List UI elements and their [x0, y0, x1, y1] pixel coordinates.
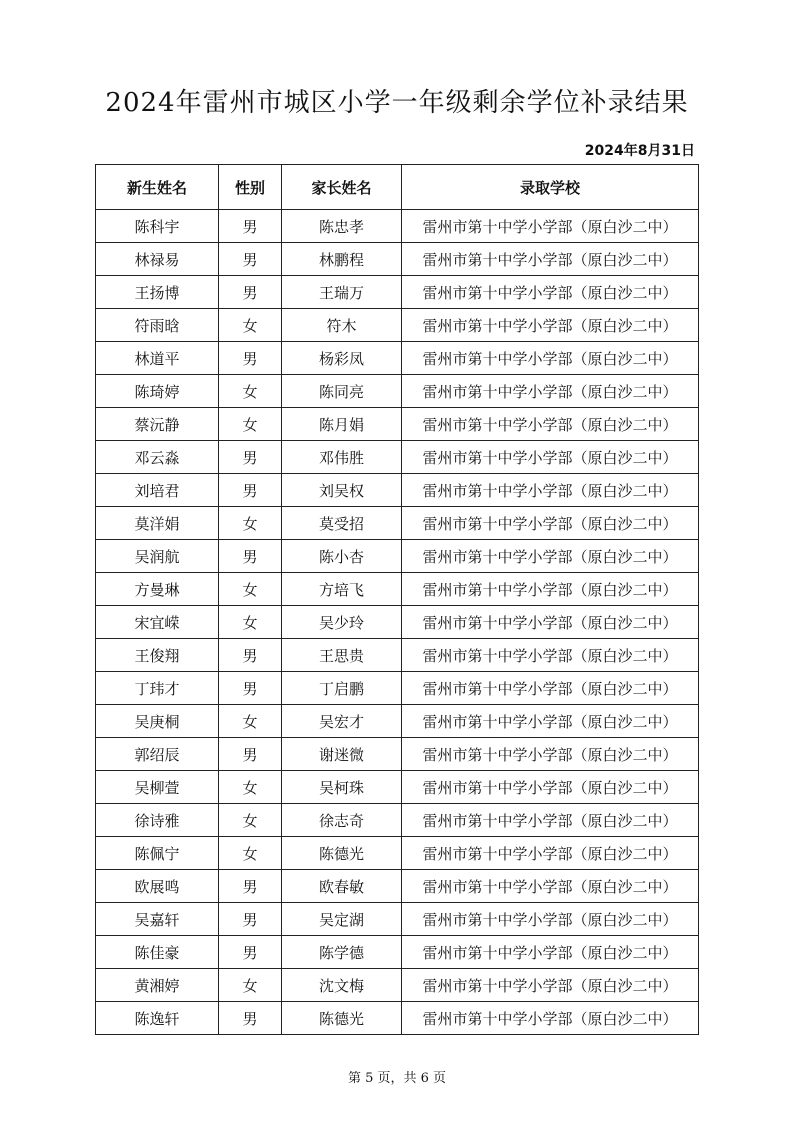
- gender-cell: 女: [219, 573, 282, 606]
- student-name-cell: 刘培君: [96, 474, 219, 507]
- student-name-cell: 王俊翔: [96, 639, 219, 672]
- table-row: [96, 771, 699, 804]
- parent-name-cell: 陈忠孝: [282, 210, 402, 243]
- parent-name-cell: 欧春敏: [282, 870, 402, 903]
- gender-cell: 男: [219, 441, 282, 474]
- school-cell: 雷州市第十中学小学部（原白沙二中）: [402, 573, 699, 606]
- parent-name-cell: 陈小杏: [282, 540, 402, 573]
- school-cell: 雷州市第十中学小学部（原白沙二中）: [402, 837, 699, 870]
- table-body: [96, 210, 699, 1035]
- table-row: [96, 375, 699, 408]
- student-name-cell: 陈琦婷: [96, 375, 219, 408]
- table-row: [96, 507, 699, 540]
- gender-cell: 女: [219, 507, 282, 540]
- student-name-cell: 林禄易: [96, 243, 219, 276]
- school-cell: 雷州市第十中学小学部（原白沙二中）: [402, 639, 699, 672]
- gender-cell: 女: [219, 771, 282, 804]
- parent-name-cell: 吴少玲: [282, 606, 402, 639]
- gender-cell: 男: [219, 936, 282, 969]
- student-name-cell: 陈佩宁: [96, 837, 219, 870]
- table-row: [96, 705, 699, 738]
- school-cell: 雷州市第十中学小学部（原白沙二中）: [402, 804, 699, 837]
- table-row: [96, 540, 699, 573]
- table-row: [96, 606, 699, 639]
- school-cell: 雷州市第十中学小学部（原白沙二中）: [402, 408, 699, 441]
- school-cell: 雷州市第十中学小学部（原白沙二中）: [402, 870, 699, 903]
- parent-name-cell: 王瑞万: [282, 276, 402, 309]
- student-name-cell: 林道平: [96, 342, 219, 375]
- school-cell: 雷州市第十中学小学部（原白沙二中）: [402, 441, 699, 474]
- student-name-cell: 陈科宇: [96, 210, 219, 243]
- gender-cell: 男: [219, 474, 282, 507]
- student-name-cell: 徐诗雅: [96, 804, 219, 837]
- student-name-cell: 蔡沅静: [96, 408, 219, 441]
- school-cell: 雷州市第十中学小学部（原白沙二中）: [402, 276, 699, 309]
- parent-name-cell: 王思贵: [282, 639, 402, 672]
- student-name-cell: 陈佳豪: [96, 936, 219, 969]
- parent-name-cell: 杨彩凤: [282, 342, 402, 375]
- school-cell: 雷州市第十中学小学部（原白沙二中）: [402, 969, 699, 1002]
- school-cell: 雷州市第十中学小学部（原白沙二中）: [402, 309, 699, 342]
- table-row: [96, 309, 699, 342]
- table-row: [96, 969, 699, 1002]
- school-cell: 雷州市第十中学小学部（原白沙二中）: [402, 507, 699, 540]
- parent-name-cell: 陈学德: [282, 936, 402, 969]
- header-parent-name: 家长姓名: [282, 165, 402, 210]
- student-name-cell: 黄湘婷: [96, 969, 219, 1002]
- table-header-row: [96, 165, 699, 210]
- student-name-cell: 欧展鸣: [96, 870, 219, 903]
- table-row: [96, 903, 699, 936]
- school-cell: 雷州市第十中学小学部（原白沙二中）: [402, 540, 699, 573]
- gender-cell: 女: [219, 804, 282, 837]
- table-row: [96, 243, 699, 276]
- student-name-cell: 方曼琳: [96, 573, 219, 606]
- school-cell: 雷州市第十中学小学部（原白沙二中）: [402, 936, 699, 969]
- school-cell: 雷州市第十中学小学部（原白沙二中）: [402, 375, 699, 408]
- gender-cell: 女: [219, 309, 282, 342]
- parent-name-cell: 陈德光: [282, 1002, 402, 1035]
- student-name-cell: 吴柳萱: [96, 771, 219, 804]
- school-cell: 雷州市第十中学小学部（原白沙二中）: [402, 606, 699, 639]
- table-row: [96, 804, 699, 837]
- school-cell: 雷州市第十中学小学部（原白沙二中）: [402, 771, 699, 804]
- gender-cell: 女: [219, 606, 282, 639]
- table-row: [96, 1002, 699, 1035]
- student-name-cell: 宋宜嵘: [96, 606, 219, 639]
- gender-cell: 女: [219, 705, 282, 738]
- gender-cell: 男: [219, 1002, 282, 1035]
- school-cell: 雷州市第十中学小学部（原白沙二中）: [402, 243, 699, 276]
- student-name-cell: 邓云淼: [96, 441, 219, 474]
- parent-name-cell: 符木: [282, 309, 402, 342]
- school-cell: 雷州市第十中学小学部（原白沙二中）: [402, 342, 699, 375]
- student-name-cell: 莫洋娟: [96, 507, 219, 540]
- table-row: [96, 441, 699, 474]
- header-school: 录取学校: [402, 165, 699, 210]
- table-row: [96, 936, 699, 969]
- gender-cell: 男: [219, 738, 282, 771]
- gender-cell: 女: [219, 837, 282, 870]
- table-row: [96, 210, 699, 243]
- header-gender: 性别: [219, 165, 282, 210]
- parent-name-cell: 陈同亮: [282, 375, 402, 408]
- parent-name-cell: 徐志奇: [282, 804, 402, 837]
- gender-cell: 女: [219, 969, 282, 1002]
- table-row: [96, 342, 699, 375]
- gender-cell: 男: [219, 870, 282, 903]
- student-name-cell: 吴嘉轩: [96, 903, 219, 936]
- gender-cell: 男: [219, 210, 282, 243]
- page-footer: 第 5 页，共 6 页: [347, 1071, 447, 1086]
- parent-name-cell: 丁启鹏: [282, 672, 402, 705]
- parent-name-cell: 吴宏才: [282, 705, 402, 738]
- school-cell: 雷州市第十中学小学部（原白沙二中）: [402, 1002, 699, 1035]
- parent-name-cell: 陈德光: [282, 837, 402, 870]
- school-cell: 雷州市第十中学小学部（原白沙二中）: [402, 210, 699, 243]
- parent-name-cell: 刘吴权: [282, 474, 402, 507]
- table-row: [96, 573, 699, 606]
- table-row: [96, 837, 699, 870]
- student-name-cell: 陈逸轩: [96, 1002, 219, 1035]
- student-name-cell: 王扬博: [96, 276, 219, 309]
- table-row: [96, 474, 699, 507]
- student-name-cell: 符雨晗: [96, 309, 219, 342]
- student-name-cell: 郭绍辰: [96, 738, 219, 771]
- gender-cell: 男: [219, 639, 282, 672]
- parent-name-cell: 方培飞: [282, 573, 402, 606]
- parent-name-cell: 林鹏程: [282, 243, 402, 276]
- gender-cell: 男: [219, 540, 282, 573]
- gender-cell: 女: [219, 408, 282, 441]
- parent-name-cell: 陈月娟: [282, 408, 402, 441]
- table-row: [96, 639, 699, 672]
- school-cell: 雷州市第十中学小学部（原白沙二中）: [402, 474, 699, 507]
- publish-date: 2024年8月31日: [584, 143, 695, 159]
- header-student-name: 新生姓名: [96, 165, 219, 210]
- parent-name-cell: 吴柯珠: [282, 771, 402, 804]
- parent-name-cell: 沈文梅: [282, 969, 402, 1002]
- parent-name-cell: 谢迷微: [282, 738, 402, 771]
- table-row: [96, 738, 699, 771]
- gender-cell: 男: [219, 342, 282, 375]
- page-title: 2024年雷州市城区小学一年级剩余学位补录结果: [105, 88, 689, 118]
- parent-name-cell: 吴定湖: [282, 903, 402, 936]
- parent-name-cell: 邓伟胜: [282, 441, 402, 474]
- student-name-cell: 吴庚桐: [96, 705, 219, 738]
- table-row: [96, 672, 699, 705]
- table-row: [96, 408, 699, 441]
- gender-cell: 女: [219, 375, 282, 408]
- school-cell: 雷州市第十中学小学部（原白沙二中）: [402, 705, 699, 738]
- student-name-cell: 丁玮才: [96, 672, 219, 705]
- gender-cell: 男: [219, 903, 282, 936]
- gender-cell: 男: [219, 243, 282, 276]
- gender-cell: 男: [219, 276, 282, 309]
- table-row: [96, 276, 699, 309]
- school-cell: 雷州市第十中学小学部（原白沙二中）: [402, 903, 699, 936]
- gender-cell: 男: [219, 672, 282, 705]
- parent-name-cell: 莫受招: [282, 507, 402, 540]
- student-name-cell: 吴润航: [96, 540, 219, 573]
- table-row: [96, 870, 699, 903]
- school-cell: 雷州市第十中学小学部（原白沙二中）: [402, 738, 699, 771]
- admission-table: [95, 164, 699, 1035]
- school-cell: 雷州市第十中学小学部（原白沙二中）: [402, 672, 699, 705]
